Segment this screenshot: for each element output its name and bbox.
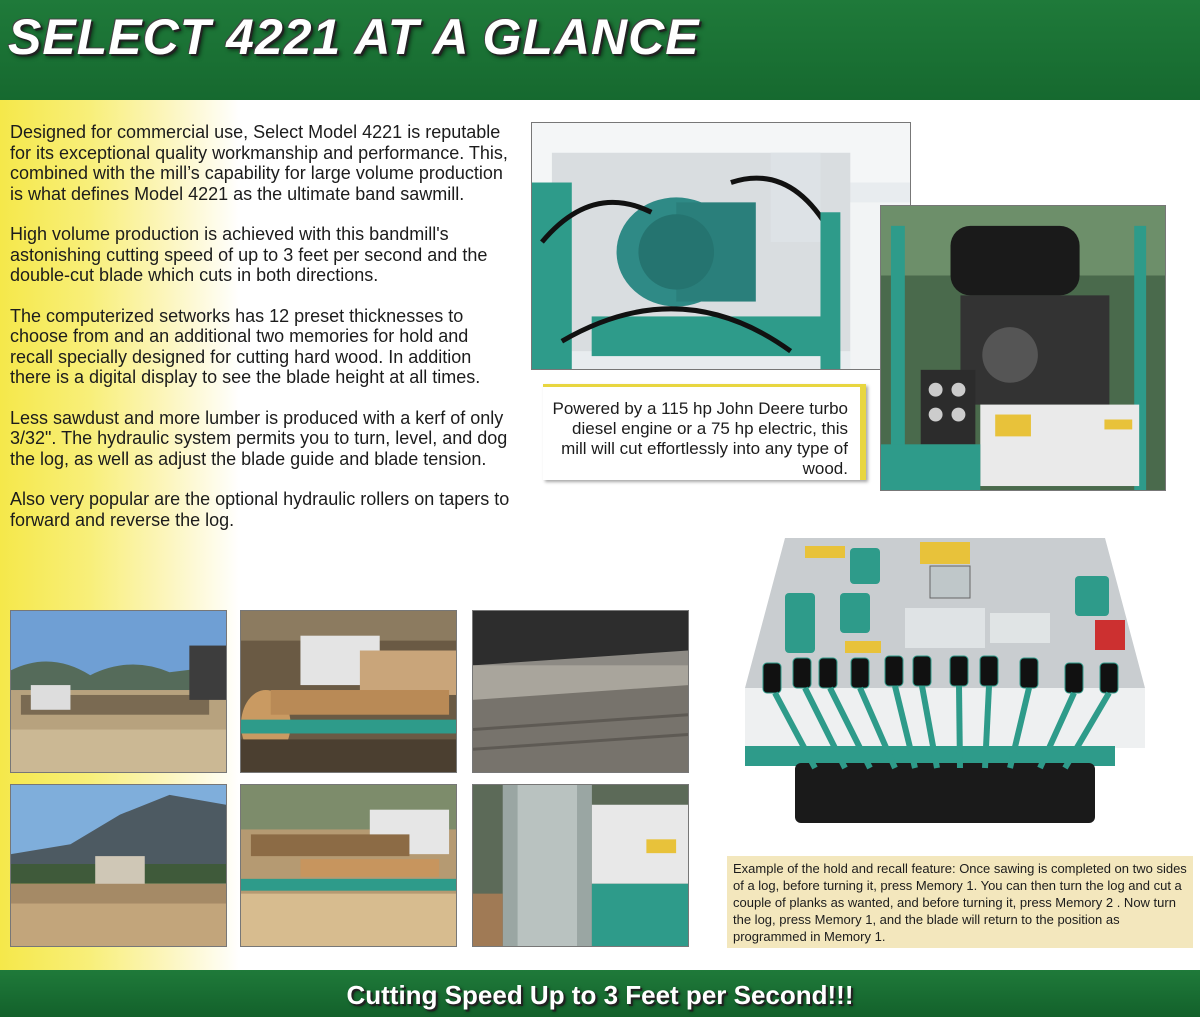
intro-paragraph: Designed for commercial use, Select Model 4221 is reputable for its exceptional quality workmanship and performance. This, combined with the mill’s capability for large volume production is what defines Model 4221 as the ultimate band sawmill. xyxy=(10,122,508,204)
intro-paragraph: The computerized setworks has 12 preset thicknesses to choose from and an additional two memories for hold and recall specially designed for cutting hard wood. In addition there is a digital display to see the blade height at all times. xyxy=(10,305,481,387)
sawmill-cutting-photo xyxy=(240,610,457,773)
hydraulic-motor-photo xyxy=(531,122,911,370)
band-blade-photo xyxy=(472,784,689,947)
footer-tagline: Cutting Speed Up to 3 Feet per Second!!! xyxy=(346,980,854,1010)
intro-text xyxy=(10,122,510,550)
engine-caption: Powered by a 115 hp John Deere turbo diesel engine or a 75 hp electric, this mill will cut effortlessly into any type of wood. xyxy=(543,384,866,480)
sawmill-yard-photo xyxy=(10,610,227,773)
page-title: SELECT 4221 AT A GLANCE xyxy=(8,9,700,65)
log-on-mill-photo xyxy=(240,784,457,947)
footer-banner xyxy=(0,970,1200,1017)
control-panel-photo xyxy=(745,538,1147,840)
header-banner xyxy=(0,0,1200,100)
intro-paragraph: Less sawdust and more lumber is produced with a kerf of only 3/32". The hydraulic system permits you to turn, level, and dog the log, as well as adjust the blade guide and blade tension. xyxy=(10,407,508,469)
diesel-engine-photo xyxy=(880,205,1166,491)
intro-paragraph: Also very popular are the optional hydraulic rollers on tapers to forward and reverse the log. xyxy=(10,489,510,530)
lumber-shed-photo xyxy=(472,610,689,773)
memory-caption: Example of the hold and recall feature: Once sawing is completed on two sides of a log, before turning it, press Memory 1. You can then turn the log and cut a couple of planks as wanted, and before turning it, press Memory 2 . Now turn the log, press Memory 1, and the blade will return to the position as programmed in Memory 1. xyxy=(727,856,1193,948)
mountain-mill-photo xyxy=(10,784,227,947)
intro-paragraph: High volume production is achieved with this bandmill's astonishing cutting speed of up to 3 feet per second and the double-cut blade which cuts in both directions. xyxy=(10,224,488,285)
